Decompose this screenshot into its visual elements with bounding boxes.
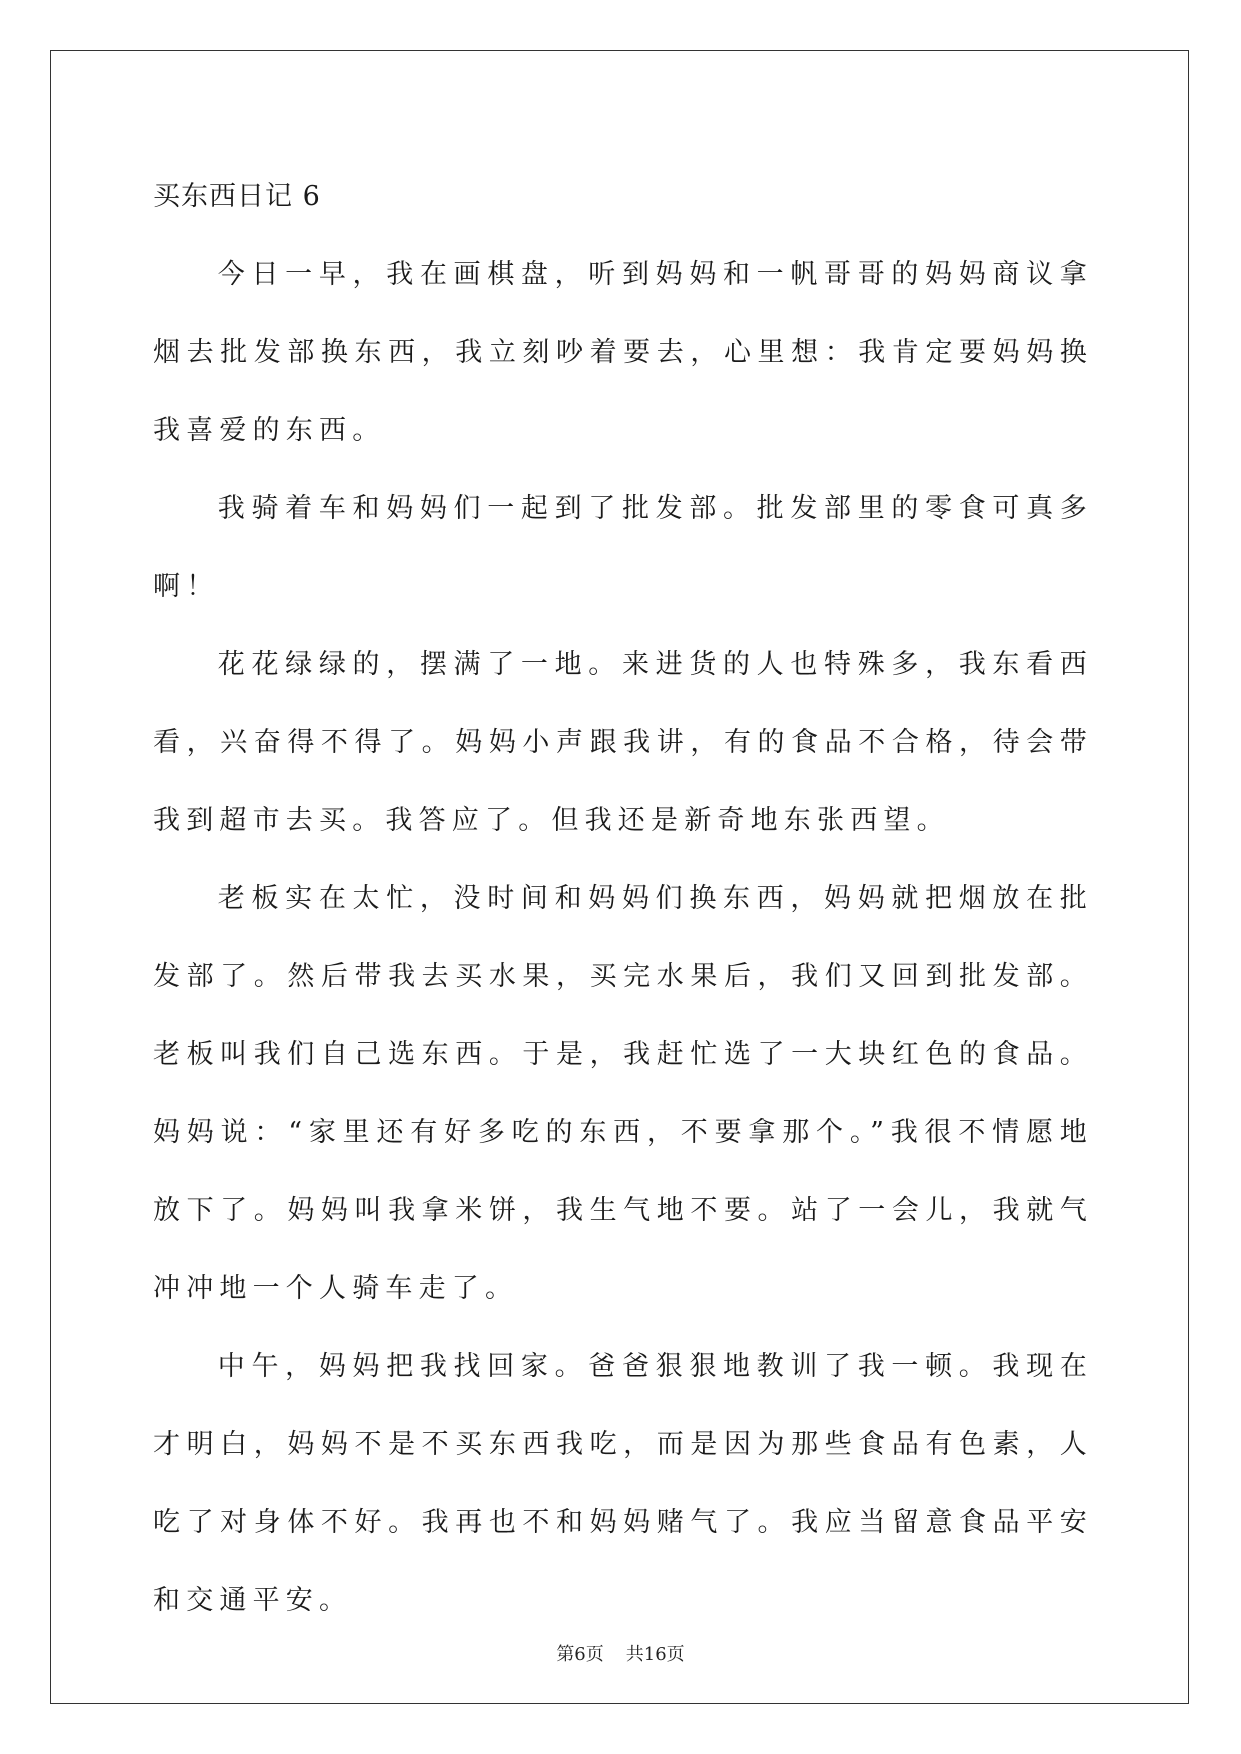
paragraph-2: 我骑着车和妈妈们一起到了批发部。批发部里的零食可真多啊！	[153, 493, 1093, 602]
page-number: 第6页	[556, 1644, 604, 1665]
document-title: 买东西日记 6	[153, 181, 321, 212]
paragraph-3: 花花绿绿的，摆满了一地。来进货的人也特殊多，我东看西看，兴奋得不得了。妈妈小声跟我讲，有的食品不合格，待会带我到超市去买。我答应了。但我还是新奇地东张西望。	[153, 649, 1093, 836]
paragraph-4: 老板实在太忙，没时间和妈妈们换东西，妈妈就把烟放在批发部了。然后带我去买水果，买完水果后，我们又回到批发部。老板叫我们自己选东西。于是，我赶忙选了一大块红色的食品。妈妈说：“家里还有好多吃的东西，不要拿那个。”我很不情愿地放下了。妈妈叫我拿米饼，我生气地不要。站了一会儿，我就气冲冲地一个人骑车走了。	[153, 883, 1093, 1304]
paragraph-1: 今日一早，我在画棋盘，听到妈妈和一帆哥哥的妈妈商议拿烟去批发部换东西，我立刻吵着要去，心里想：我肯定要妈妈换我喜爱的东西。	[153, 259, 1093, 446]
page-total: 共16页	[625, 1644, 685, 1665]
document-body	[153, 158, 1093, 1640]
paragraph-5: 中午，妈妈把我找回家。爸爸狠狠地教训了我一顿。我现在才明白，妈妈不是不买东西我吃，而是因为那些食品有色素，人吃了对身体不好。我再也不和妈妈赌气了。我应当留意食品平安和交通平安。	[153, 1351, 1093, 1616]
page-footer	[0, 1640, 1241, 1666]
